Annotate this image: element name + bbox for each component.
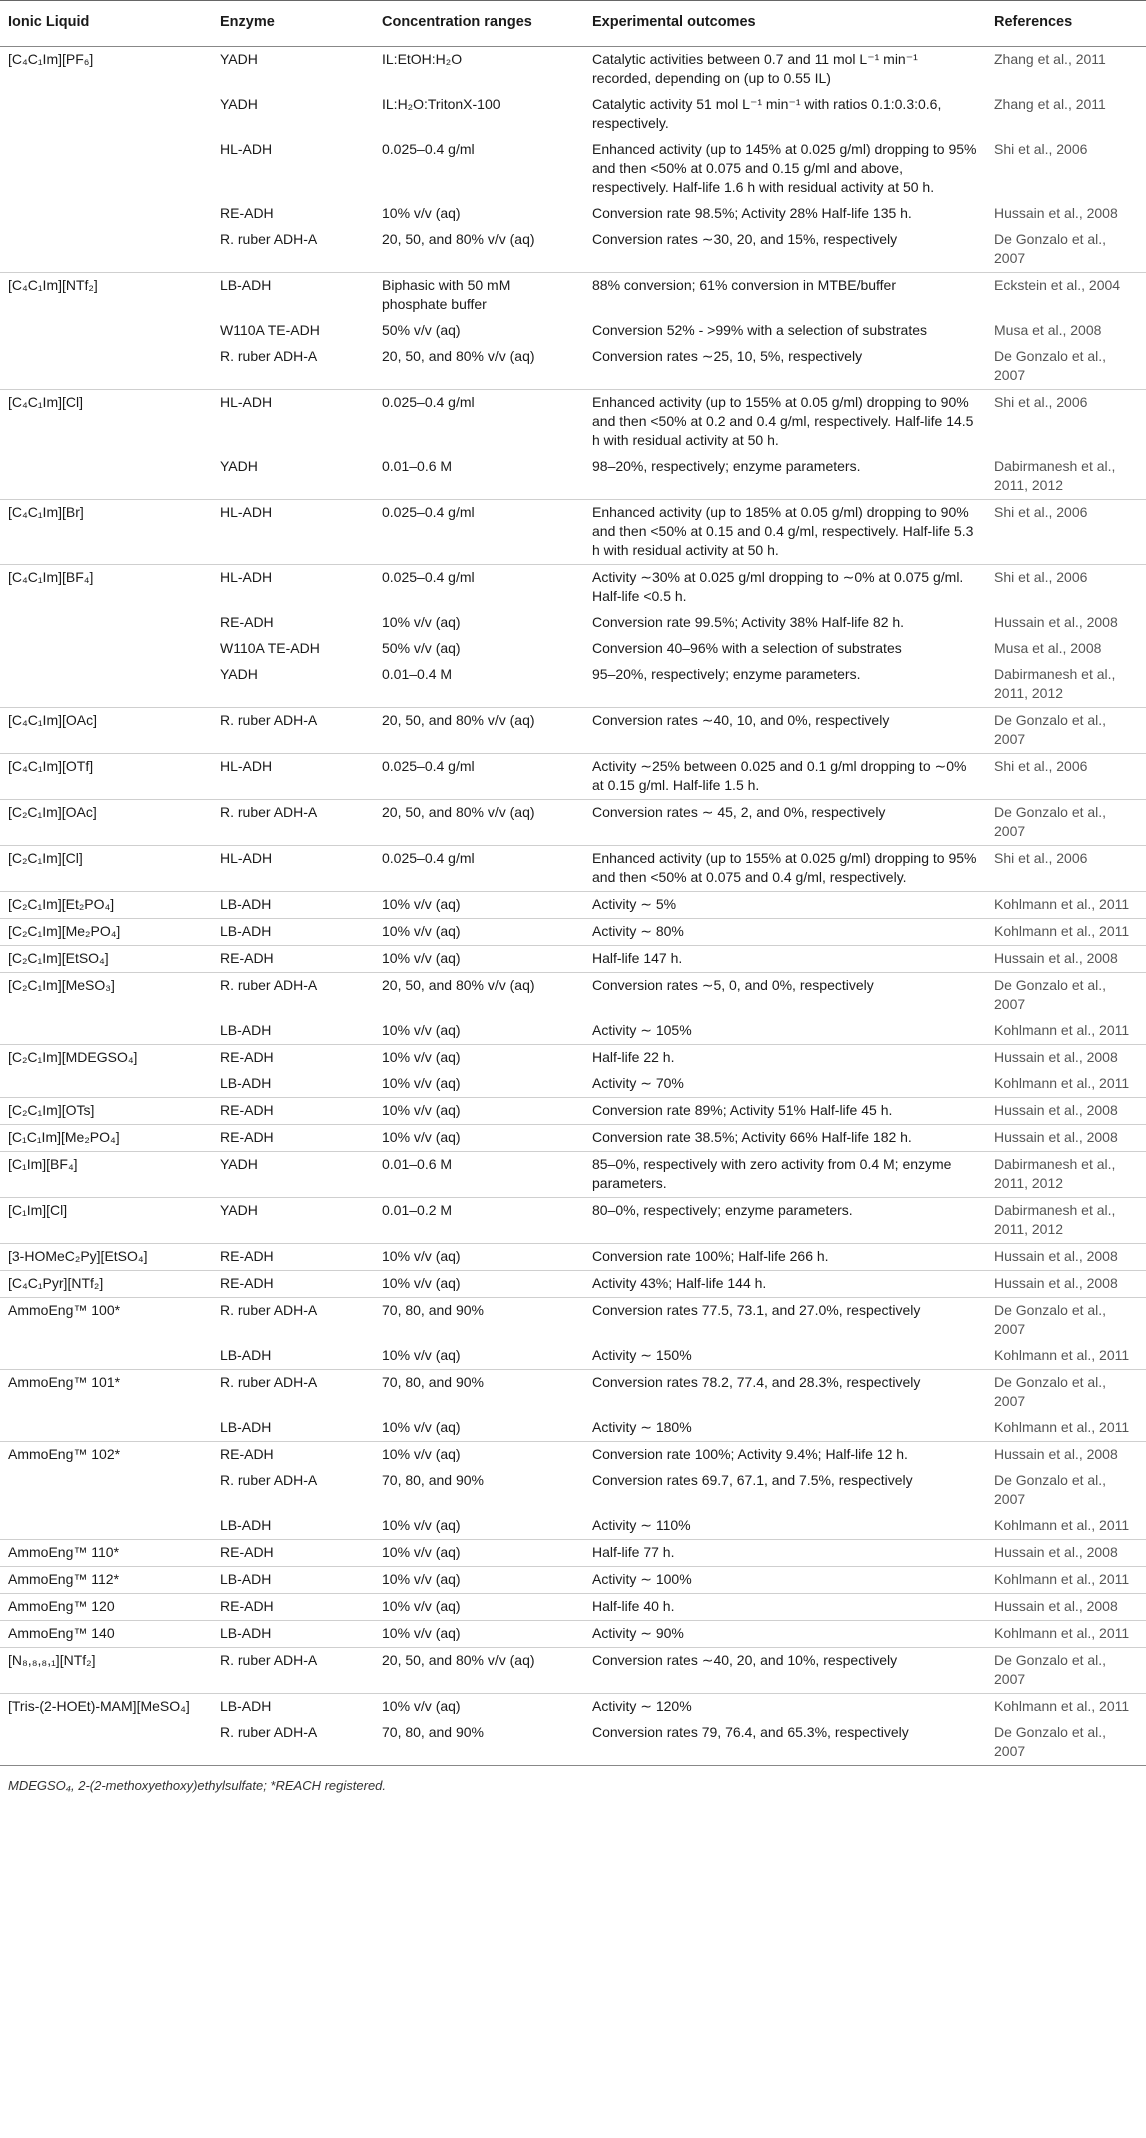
cell-outcome: 95–20%, respectively; enzyme parameters. <box>592 666 861 682</box>
cell-ionic-liquid: [C₄C₁Im][Br] <box>0 500 212 565</box>
cell-outcome: Half-life 40 h. <box>584 1594 986 1621</box>
table-row <box>0 1125 1146 1152</box>
cell-outcome: Conversion rates 77.5, 73.1, and 27.0%, respectively <box>584 1298 986 1344</box>
cell-concentration: 70, 80, and 90% <box>382 1472 484 1488</box>
cell-ionic-liquid <box>0 454 212 500</box>
table-row <box>0 1045 1146 1072</box>
cell-enzyme: HL-ADH <box>212 390 374 455</box>
cell-reference: Kohlmann et al., 2011 <box>994 1517 1130 1533</box>
cell-concentration: 10% v/v (aq) <box>382 1517 461 1533</box>
cell-concentration: 20, 50, and 80% v/v (aq) <box>374 800 584 846</box>
cell-outcome: Activity ∼ 100% <box>584 1567 986 1594</box>
header-concentration: Concentration ranges <box>374 1 584 47</box>
cell-reference: Hussain et al., 2008 <box>986 1271 1146 1298</box>
table-row <box>0 1370 1146 1416</box>
cell-concentration: 10% v/v (aq) <box>374 1244 584 1271</box>
cell-reference: De Gonzalo et al., 2007 <box>986 1370 1146 1416</box>
table-row <box>0 1198 1146 1244</box>
cell-outcome: Enhanced activity (up to 155% at 0.05 g/ml) dropping to 90% and then <50% at 0.2 and 0.4 g/ml, respectively. Half-life 14.5 h with residual activity at 50 h. <box>584 390 986 455</box>
cell-ionic-liquid: [C₁Im][Cl] <box>0 1198 212 1244</box>
table-row <box>0 1540 1146 1567</box>
cell-concentration: 10% v/v (aq) <box>374 946 584 973</box>
cell-concentration: 10% v/v (aq) <box>374 1694 584 1721</box>
cell-ionic-liquid: [C₂C₁Im][Me₂PO₄] <box>0 919 212 946</box>
cell-outcome: Conversion rates ∼ 45, 2, and 0%, respectively <box>584 800 986 846</box>
cell-concentration: 10% v/v (aq) <box>374 1442 584 1469</box>
cell-enzyme: HL-ADH <box>212 565 374 611</box>
cell-reference: De Gonzalo et al., 2007 <box>994 348 1107 383</box>
cell-reference: De Gonzalo et al., 2007 <box>986 973 1146 1019</box>
cell-outcome: Conversion rates 69.7, 67.1, and 7.5%, respectively <box>592 1472 913 1488</box>
cell-outcome: Conversion rate 98.5%; Activity 28% Half-life 135 h. <box>592 205 912 221</box>
table-row <box>0 390 1146 455</box>
cell-reference: Shi et al., 2006 <box>986 565 1146 611</box>
cell-outcome: Conversion rates 78.2, 77.4, and 28.3%, respectively <box>584 1370 986 1416</box>
table-row <box>0 273 1146 319</box>
cell-reference: De Gonzalo et al., 2007 <box>986 1298 1146 1344</box>
table-row <box>0 344 1146 390</box>
cell-ionic-liquid <box>0 318 212 344</box>
table-row <box>0 1098 1146 1125</box>
cell-reference: Eckstein et al., 2004 <box>986 273 1146 319</box>
cell-ionic-liquid: AmmoEng™ 101* <box>0 1370 212 1416</box>
table-row <box>0 636 1146 662</box>
cell-reference: Hussain et al., 2008 <box>994 614 1118 630</box>
table-row <box>0 500 1146 565</box>
cell-ionic-liquid <box>0 1720 212 1766</box>
table-row <box>0 227 1146 273</box>
cell-ionic-liquid: AmmoEng™ 140 <box>0 1621 212 1648</box>
cell-concentration: 10% v/v (aq) <box>374 1271 584 1298</box>
cell-concentration: 10% v/v (aq) <box>382 1075 461 1091</box>
cell-concentration: 70, 80, and 90% <box>382 1724 484 1740</box>
cell-reference: Kohlmann et al., 2011 <box>986 1621 1146 1648</box>
cell-ionic-liquid: AmmoEng™ 102* <box>0 1442 212 1469</box>
cell-concentration: IL:EtOH:H₂O <box>382 51 463 67</box>
cell-reference: De Gonzalo et al., 2007 <box>994 1472 1107 1507</box>
cell-reference: Hussain et al., 2008 <box>986 1045 1146 1072</box>
cell-reference: Hussain et al., 2008 <box>994 205 1118 221</box>
table-row <box>0 1567 1146 1594</box>
cell-ionic-liquid <box>0 1415 212 1442</box>
cell-enzyme: LB-ADH <box>220 1517 272 1533</box>
cell-outcome: Conversion rate 100%; Half-life 266 h. <box>584 1244 986 1271</box>
cell-concentration: 10% v/v (aq) <box>382 205 461 221</box>
cell-concentration: 10% v/v (aq) <box>382 1419 461 1435</box>
cell-enzyme: RE-ADH <box>212 946 374 973</box>
cell-reference: De Gonzalo et al., 2007 <box>994 1724 1107 1759</box>
cell-concentration: 10% v/v (aq) <box>382 1022 461 1038</box>
cell-concentration: 20, 50, and 80% v/v (aq) <box>382 231 535 247</box>
cell-concentration: 10% v/v (aq) <box>374 1621 584 1648</box>
cell-ionic-liquid: [C₂C₁Im][OAc] <box>0 800 212 846</box>
cell-reference: Hussain et al., 2008 <box>986 946 1146 973</box>
cell-ionic-liquid <box>0 610 212 636</box>
cell-outcome: Catalytic activity 51 mol L⁻¹ min⁻¹ with ratios 0.1:0.3:0.6, respectively. <box>592 96 942 131</box>
cell-concentration: 0.025–0.4 g/ml <box>374 846 584 892</box>
cell-ionic-liquid: [C₄C₁Im][BF₄] <box>0 565 212 611</box>
cell-enzyme: LB-ADH <box>212 919 374 946</box>
cell-ionic-liquid <box>0 662 212 708</box>
cell-concentration: 70, 80, and 90% <box>374 1298 584 1344</box>
cell-reference: Hussain et al., 2008 <box>986 1125 1146 1152</box>
cell-outcome: Activity ∼ 70% <box>592 1075 684 1091</box>
cell-enzyme: W110A TE-ADH <box>220 640 320 656</box>
cell-enzyme: LB-ADH <box>220 1075 272 1091</box>
cell-enzyme: YADH <box>212 1152 374 1198</box>
cell-ionic-liquid <box>0 1018 212 1045</box>
cell-outcome: Activity 43%; Half-life 144 h. <box>584 1271 986 1298</box>
table-row <box>0 137 1146 201</box>
table-row <box>0 454 1146 500</box>
cell-reference: Hussain et al., 2008 <box>986 1540 1146 1567</box>
cell-enzyme: RE-ADH <box>220 205 274 221</box>
cell-outcome: Activity ∼ 90% <box>584 1621 986 1648</box>
cell-reference: Hussain et al., 2008 <box>986 1594 1146 1621</box>
cell-reference: Shi et al., 2006 <box>986 500 1146 565</box>
footnote-row <box>0 1766 1146 1800</box>
cell-concentration: 70, 80, and 90% <box>374 1370 584 1416</box>
cell-outcome: Half-life 22 h. <box>584 1045 986 1072</box>
cell-ionic-liquid: [C₂C₁Im][MeSO₃] <box>0 973 212 1019</box>
cell-reference: Kohlmann et al., 2011 <box>994 1419 1130 1435</box>
cell-outcome: Activity ∼ 150% <box>592 1347 692 1363</box>
cell-ionic-liquid <box>0 1343 212 1370</box>
cell-ionic-liquid: [C₁C₁Im][Me₂PO₄] <box>0 1125 212 1152</box>
cell-outcome: Conversion rates ∼40, 20, and 10%, respectively <box>584 1648 986 1694</box>
cell-reference: De Gonzalo et al., 2007 <box>986 800 1146 846</box>
cell-reference: Kohlmann et al., 2011 <box>986 919 1146 946</box>
cell-enzyme: YADH <box>220 96 258 112</box>
cell-concentration: 0.025–0.4 g/ml <box>374 754 584 800</box>
cell-reference: Dabirmanesh et al., 2011, 2012 <box>994 458 1116 493</box>
cell-outcome: Activity ∼30% at 0.025 g/ml dropping to ∼0% at 0.075 g/ml. Half-life <0.5 h. <box>584 565 986 611</box>
cell-enzyme: YADH <box>220 458 258 474</box>
table-row <box>0 846 1146 892</box>
cell-outcome: Activity ∼ 180% <box>592 1419 692 1435</box>
cell-reference: Kohlmann et al., 2011 <box>986 892 1146 919</box>
cell-outcome: Conversion rates ∼5, 0, and 0%, respectively <box>584 973 986 1019</box>
cell-concentration: 10% v/v (aq) <box>374 892 584 919</box>
cell-enzyme: HL-ADH <box>212 500 374 565</box>
cell-enzyme: LB-ADH <box>220 1419 272 1435</box>
cell-outcome: Half-life 147 h. <box>584 946 986 973</box>
cell-ionic-liquid <box>0 1513 212 1540</box>
cell-reference: Kohlmann et al., 2011 <box>994 1075 1130 1091</box>
table-row <box>0 1244 1146 1271</box>
cell-outcome: Enhanced activity (up to 155% at 0.025 g/ml) dropping to 95% and then <50% at 0.075 and 0.4 g/ml, respectively. <box>584 846 986 892</box>
table-row <box>0 662 1146 708</box>
table-row <box>0 1468 1146 1513</box>
table-row <box>0 610 1146 636</box>
table-row <box>0 708 1146 754</box>
cell-enzyme: RE-ADH <box>212 1594 374 1621</box>
cell-reference: Shi et al., 2006 <box>994 141 1088 157</box>
cell-enzyme: RE-ADH <box>212 1540 374 1567</box>
cell-outcome: 85–0%, respectively with zero activity from 0.4 M; enzyme parameters. <box>584 1152 986 1198</box>
cell-enzyme: LB-ADH <box>212 1621 374 1648</box>
cell-ionic-liquid <box>0 636 212 662</box>
cell-ionic-liquid: [N₈,₈,₈,₁][NTf₂] <box>0 1648 212 1694</box>
cell-enzyme: RE-ADH <box>212 1125 374 1152</box>
cell-outcome: Catalytic activities between 0.7 and 11 mol L⁻¹ min⁻¹ recorded, depending on (up to 0.55 IL) <box>592 51 918 86</box>
cell-enzyme: LB-ADH <box>212 892 374 919</box>
cell-ionic-liquid: AmmoEng™ 120 <box>0 1594 212 1621</box>
cell-ionic-liquid: [3-HOMeC₂Py][EtSO₄] <box>0 1244 212 1271</box>
table-row <box>0 946 1146 973</box>
cell-outcome: Conversion 40–96% with a selection of substrates <box>592 640 902 656</box>
table-row <box>0 754 1146 800</box>
cell-reference: Shi et al., 2006 <box>986 754 1146 800</box>
cell-ionic-liquid <box>0 1468 212 1513</box>
table-row <box>0 919 1146 946</box>
cell-outcome: Activity ∼ 120% <box>584 1694 986 1721</box>
cell-enzyme: R. ruber ADH-A <box>220 231 318 247</box>
table-row <box>0 892 1146 919</box>
cell-enzyme: RE-ADH <box>212 1244 374 1271</box>
cell-outcome: Activity ∼ 105% <box>592 1022 692 1038</box>
cell-outcome: 98–20%, respectively; enzyme parameters. <box>592 458 861 474</box>
table-row <box>0 1648 1146 1694</box>
cell-concentration: 50% v/v (aq) <box>382 322 461 338</box>
cell-ionic-liquid <box>0 201 212 227</box>
cell-enzyme: LB-ADH <box>220 1347 272 1363</box>
table-row <box>0 1298 1146 1344</box>
cell-concentration: 10% v/v (aq) <box>374 1567 584 1594</box>
table-row <box>0 1343 1146 1370</box>
cell-concentration: 50% v/v (aq) <box>382 640 461 656</box>
cell-enzyme: W110A TE-ADH <box>220 322 320 338</box>
cell-reference: Hussain et al., 2008 <box>986 1442 1146 1469</box>
cell-reference: Zhang et al., 2011 <box>994 96 1106 112</box>
cell-concentration: 0.025–0.4 g/ml <box>374 500 584 565</box>
cell-concentration: 10% v/v (aq) <box>374 919 584 946</box>
cell-enzyme: YADH <box>212 1198 374 1244</box>
cell-outcome: Activity ∼ 80% <box>584 919 986 946</box>
cell-concentration: 20, 50, and 80% v/v (aq) <box>374 1648 584 1694</box>
cell-enzyme: LB-ADH <box>220 1022 272 1038</box>
cell-concentration: 0.01–0.2 M <box>374 1198 584 1244</box>
table-row <box>0 800 1146 846</box>
table-row <box>0 1271 1146 1298</box>
cell-outcome: Conversion 52% - >99% with a selection of substrates <box>592 322 928 338</box>
cell-ionic-liquid <box>0 92 212 137</box>
cell-reference: Hussain et al., 2008 <box>986 1098 1146 1125</box>
cell-ionic-liquid: AmmoEng™ 110* <box>0 1540 212 1567</box>
cell-concentration: 10% v/v (aq) <box>382 614 461 630</box>
cell-concentration: 0.025–0.4 g/ml <box>382 141 475 157</box>
table-row <box>0 1720 1146 1766</box>
table-row <box>0 1152 1146 1198</box>
cell-reference: Dabirmanesh et al., 2011, 2012 <box>994 666 1116 701</box>
table-row <box>0 318 1146 344</box>
cell-ionic-liquid: AmmoEng™ 100* <box>0 1298 212 1344</box>
header-ionic-liquid: Ionic Liquid <box>0 1 212 47</box>
cell-concentration: 0.025–0.4 g/ml <box>374 565 584 611</box>
cell-concentration: 10% v/v (aq) <box>374 1594 584 1621</box>
table-row <box>0 1621 1146 1648</box>
cell-ionic-liquid: AmmoEng™ 112* <box>0 1567 212 1594</box>
table-body <box>0 47 1146 1766</box>
cell-concentration: 20, 50, and 80% v/v (aq) <box>374 973 584 1019</box>
cell-enzyme: HL-ADH <box>220 141 273 157</box>
cell-enzyme: RE-ADH <box>212 1442 374 1469</box>
table-footnote: MDEGSO₄, 2-(2-methoxyethoxy)ethylsulfate; *REACH registered. <box>0 1766 1146 1800</box>
cell-outcome: Conversion rate 89%; Activity 51% Half-life 45 h. <box>584 1098 986 1125</box>
cell-reference: Dabirmanesh et al., 2011, 2012 <box>986 1152 1146 1198</box>
cell-enzyme: YADH <box>220 666 258 682</box>
cell-ionic-liquid: [C₄C₁Im][OTf] <box>0 754 212 800</box>
table-row <box>0 565 1146 611</box>
cell-concentration: 0.01–0.6 M <box>382 458 453 474</box>
cell-outcome: Activity ∼ 110% <box>592 1517 691 1533</box>
cell-reference: Kohlmann et al., 2011 <box>986 1567 1146 1594</box>
table-row <box>0 1694 1146 1721</box>
cell-reference: De Gonzalo et al., 2007 <box>986 708 1146 754</box>
cell-enzyme: LB-ADH <box>212 1567 374 1594</box>
cell-reference: Hussain et al., 2008 <box>986 1244 1146 1271</box>
cell-enzyme: R. ruber ADH-A <box>212 708 374 754</box>
header-enzyme: Enzyme <box>212 1 374 47</box>
cell-concentration: 10% v/v (aq) <box>374 1125 584 1152</box>
cell-concentration: 20, 50, and 80% v/v (aq) <box>382 348 535 364</box>
cell-outcome: Activity ∼ 5% <box>584 892 986 919</box>
cell-outcome: Activity ∼25% between 0.025 and 0.1 g/ml dropping to ∼0% at 0.15 g/ml. Half-life 1.5 h. <box>584 754 986 800</box>
cell-ionic-liquid: [C₂C₁Im][EtSO₄] <box>0 946 212 973</box>
header-references: References <box>986 1 1146 47</box>
cell-outcome: Conversion rates ∼40, 10, and 0%, respectively <box>584 708 986 754</box>
cell-ionic-liquid: [C₄C₁Im][PF₆] <box>8 51 94 67</box>
cell-enzyme: RE-ADH <box>212 1045 374 1072</box>
table-row <box>0 973 1146 1019</box>
cell-ionic-liquid <box>0 227 212 273</box>
cell-ionic-liquid <box>0 344 212 390</box>
cell-reference: Musa et al., 2008 <box>994 322 1102 338</box>
cell-enzyme: HL-ADH <box>212 754 374 800</box>
cell-outcome: 80–0%, respectively; enzyme parameters. <box>584 1198 986 1244</box>
cell-outcome: Conversion rate 38.5%; Activity 66% Half-life 182 h. <box>584 1125 986 1152</box>
cell-concentration: 0.025–0.4 g/ml <box>374 390 584 455</box>
cell-ionic-liquid: [C₂C₁Im][OTs] <box>0 1098 212 1125</box>
cell-enzyme: R. ruber ADH-A <box>220 1724 318 1740</box>
cell-outcome: Enhanced activity (up to 145% at 0.025 g/ml) dropping to 95% and then <50% at 0.075 and 0.15 g/ml and above, respectively. Half-life 1.6 h with residual activity at 50 h. <box>592 141 977 195</box>
cell-outcome: Conversion rate 99.5%; Activity 38% Half-life 82 h. <box>592 614 905 630</box>
cell-enzyme: RE-ADH <box>212 1271 374 1298</box>
cell-ionic-liquid: [C₂C₁Im][Cl] <box>0 846 212 892</box>
cell-outcome: Enhanced activity (up to 185% at 0.05 g/ml) dropping to 90% and then <50% at 0.15 and 0.4 g/ml, respectively. Half-life 5.3 h with residual activity at 50 h. <box>584 500 986 565</box>
table-row <box>0 1513 1146 1540</box>
cell-ionic-liquid: [C₄C₁Im][Cl] <box>0 390 212 455</box>
cell-enzyme: R. ruber ADH-A <box>212 1298 374 1344</box>
cell-enzyme: R. ruber ADH-A <box>212 800 374 846</box>
cell-concentration: 10% v/v (aq) <box>374 1540 584 1567</box>
table-row <box>0 1018 1146 1045</box>
cell-reference: Kohlmann et al., 2011 <box>994 1022 1130 1038</box>
cell-outcome: Half-life 77 h. <box>584 1540 986 1567</box>
cell-reference: Dabirmanesh et al., 2011, 2012 <box>986 1198 1146 1244</box>
table-row <box>0 1071 1146 1098</box>
cell-reference: Musa et al., 2008 <box>994 640 1102 656</box>
cell-ionic-liquid <box>0 1071 212 1098</box>
cell-enzyme: R. ruber ADH-A <box>212 1648 374 1694</box>
table-row <box>0 1442 1146 1469</box>
cell-reference: Zhang et al., 2011 <box>994 51 1106 67</box>
cell-outcome: 88% conversion; 61% conversion in MTBE/buffer <box>584 273 986 319</box>
header-row <box>0 1 1146 47</box>
cell-ionic-liquid: [C₄C₁Pyr][NTf₂] <box>0 1271 212 1298</box>
cell-ionic-liquid: [C₂C₁Im][Et₂PO₄] <box>0 892 212 919</box>
cell-concentration: 20, 50, and 80% v/v (aq) <box>374 708 584 754</box>
cell-enzyme: RE-ADH <box>212 1098 374 1125</box>
cell-outcome: Conversion rates ∼30, 20, and 15%, respectively <box>592 231 898 247</box>
table-row <box>0 92 1146 137</box>
cell-reference: De Gonzalo et al., 2007 <box>994 231 1107 266</box>
cell-ionic-liquid <box>0 137 212 201</box>
cell-concentration: 0.01–0.6 M <box>374 1152 584 1198</box>
cell-concentration: 10% v/v (aq) <box>374 1045 584 1072</box>
cell-enzyme: LB-ADH <box>212 1694 374 1721</box>
cell-ionic-liquid: [C₁Im][BF₄] <box>0 1152 212 1198</box>
cell-enzyme: LB-ADH <box>212 273 374 319</box>
cell-outcome: Conversion rates 79, 76.4, and 65.3%, respectively <box>592 1724 909 1740</box>
cell-enzyme: YADH <box>220 51 258 67</box>
cell-ionic-liquid: [C₄C₁Im][OAc] <box>0 708 212 754</box>
cell-ionic-liquid: [C₂C₁Im][MDEGSO₄] <box>0 1045 212 1072</box>
cell-enzyme: R. ruber ADH-A <box>212 973 374 1019</box>
cell-enzyme: R. ruber ADH-A <box>220 1472 318 1488</box>
header-outcomes: Experimental outcomes <box>584 1 986 47</box>
cell-outcome: Conversion rates ∼25, 10, 5%, respectively <box>592 348 863 364</box>
cell-enzyme: RE-ADH <box>220 614 274 630</box>
cell-concentration: 10% v/v (aq) <box>374 1098 584 1125</box>
table-row <box>0 1415 1146 1442</box>
table-row <box>0 201 1146 227</box>
table-row <box>0 47 1146 93</box>
cell-concentration: IL:H₂O:TritonX-100 <box>382 96 501 112</box>
cell-reference: Shi et al., 2006 <box>986 390 1146 455</box>
cell-concentration: 10% v/v (aq) <box>382 1347 461 1363</box>
cell-ionic-liquid: [C₄C₁Im][NTf₂] <box>0 273 212 319</box>
cell-concentration: Biphasic with 50 mM phosphate buffer <box>374 273 584 319</box>
cell-reference: Shi et al., 2006 <box>986 846 1146 892</box>
cell-concentration: 0.01–0.4 M <box>382 666 453 682</box>
cell-reference: De Gonzalo et al., 2007 <box>986 1648 1146 1694</box>
cell-enzyme: HL-ADH <box>212 846 374 892</box>
cell-ionic-liquid: [Tris-(2-HOEt)-MAM][MeSO₄] <box>0 1694 212 1721</box>
cell-enzyme: R. ruber ADH-A <box>212 1370 374 1416</box>
table-row <box>0 1594 1146 1621</box>
cell-enzyme: R. ruber ADH-A <box>220 348 318 364</box>
cell-reference: Kohlmann et al., 2011 <box>994 1347 1130 1363</box>
cell-reference: Kohlmann et al., 2011 <box>986 1694 1146 1721</box>
cell-outcome: Conversion rate 100%; Activity 9.4%; Half-life 12 h. <box>584 1442 986 1469</box>
